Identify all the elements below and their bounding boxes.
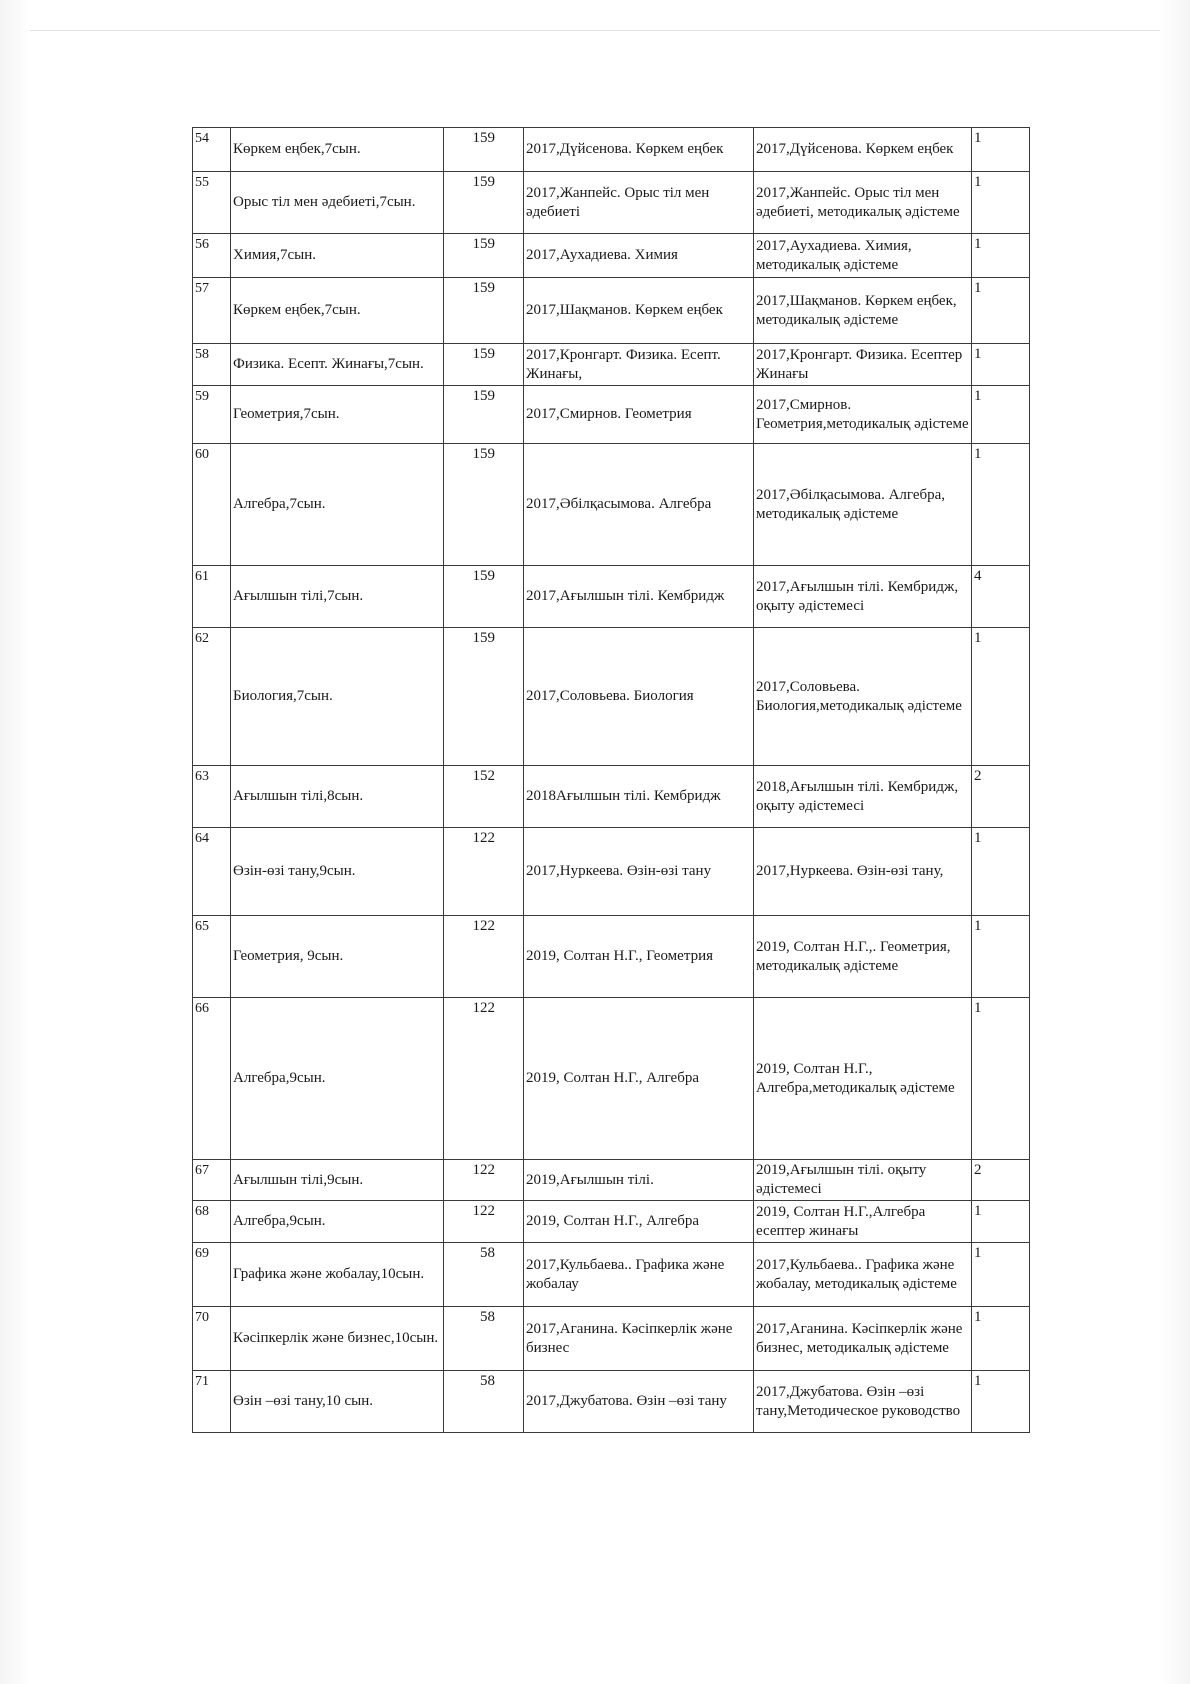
student-count-cell: 159 (444, 444, 524, 566)
table-row (193, 172, 1030, 234)
student-count-cell: 159 (444, 234, 524, 278)
quantity-cell: 1 (972, 278, 1030, 344)
textbook-edition-cell: 2017,Соловьева. Биология (524, 628, 754, 766)
table-row (193, 278, 1030, 344)
table-row (193, 1371, 1030, 1433)
subject-cell: Өзін –өзі тану,10 сын. (231, 1371, 444, 1433)
quantity-cell: 1 (972, 1243, 1030, 1307)
row-number: 71 (193, 1371, 231, 1433)
textbook-edition-cell: 2019, Солтан Н.Г., Алгебра (524, 998, 754, 1160)
textbook-edition-cell: 2017,Нуркеева. Өзін-өзі тану (524, 828, 754, 916)
subject-cell: Орыс тіл мен әдебиеті,7сын. (231, 172, 444, 234)
row-number: 61 (193, 566, 231, 628)
row-number: 59 (193, 386, 231, 444)
student-count-cell: 159 (444, 386, 524, 444)
row-number: 67 (193, 1160, 231, 1201)
subject-cell: Биология,7сын. (231, 628, 444, 766)
student-count-cell: 159 (444, 628, 524, 766)
table-row (193, 128, 1030, 172)
scan-edge-line (30, 30, 1160, 31)
student-count-cell: 122 (444, 1160, 524, 1201)
textbook-edition-cell: 2017,Кронгарт. Физика. Есепт. Жинағы, (524, 344, 754, 386)
table-row (193, 344, 1030, 386)
student-count-cell: 159 (444, 128, 524, 172)
quantity-cell: 1 (972, 1307, 1030, 1371)
student-count-cell: 122 (444, 828, 524, 916)
methodology-cell: 2017,Дүйсенова. Көркем еңбек (754, 128, 972, 172)
subject-cell: Геометрия,7сын. (231, 386, 444, 444)
row-number: 56 (193, 234, 231, 278)
methodology-cell: 2017,Кронгарт. Физика. Есептер Жинағы (754, 344, 972, 386)
row-number: 55 (193, 172, 231, 234)
textbook-edition-cell: 2018Ағылшын тілі. Кембридж (524, 766, 754, 828)
table-row (193, 1243, 1030, 1307)
row-number: 63 (193, 766, 231, 828)
quantity-cell: 2 (972, 1160, 1030, 1201)
subject-cell: Көркем еңбек,7сын. (231, 278, 444, 344)
quantity-cell: 1 (972, 628, 1030, 766)
textbook-edition-cell: 2017,Смирнов. Геометрия (524, 386, 754, 444)
methodology-cell: 2017,Смирнов. Геометрия,методикалық әдістеме (754, 386, 972, 444)
textbook-edition-cell: 2017,Аганина. Кәсіпкерлік және бизнес (524, 1307, 754, 1371)
student-count-cell: 122 (444, 916, 524, 998)
subject-cell: Алгебра,9сын. (231, 1201, 444, 1243)
table-row (193, 386, 1030, 444)
subject-cell: Алгебра,7сын. (231, 444, 444, 566)
table-row (193, 1201, 1030, 1243)
quantity-cell: 1 (972, 234, 1030, 278)
methodology-cell: 2019, Солтан Н.Г., Алгебра,методикалық әдістеме (754, 998, 972, 1160)
methodology-cell: 2019, Солтан Н.Г.,. Геометрия, методикалық әдістеме (754, 916, 972, 998)
methodology-cell: 2019,Ағылшын тілі. оқыту әдістемесі (754, 1160, 972, 1201)
subject-cell: Химия,7сын. (231, 234, 444, 278)
methodology-cell: 2017,Джубатова. Өзін –өзі тану,Методическое руководство (754, 1371, 972, 1433)
student-count-cell: 152 (444, 766, 524, 828)
subject-cell: Графика және жобалау,10сын. (231, 1243, 444, 1307)
subject-cell: Ағылшын тілі,8сын. (231, 766, 444, 828)
table-row (193, 444, 1030, 566)
table-row (193, 998, 1030, 1160)
methodology-cell: 2018,Ағылшын тілі. Кембридж, оқыту әдістемесі (754, 766, 972, 828)
row-number: 64 (193, 828, 231, 916)
textbook-edition-cell: 2017,Әбілқасымова. Алгебра (524, 444, 754, 566)
row-number: 66 (193, 998, 231, 1160)
textbook-edition-cell: 2019, Солтан Н.Г., Геометрия (524, 916, 754, 998)
textbook-edition-cell: 2019, Солтан Н.Г., Алгебра (524, 1201, 754, 1243)
textbook-edition-cell: 2017,Джубатова. Өзін –өзі тану (524, 1371, 754, 1433)
row-number: 65 (193, 916, 231, 998)
quantity-cell: 4 (972, 566, 1030, 628)
quantity-cell: 1 (972, 386, 1030, 444)
table-row (193, 828, 1030, 916)
quantity-cell: 1 (972, 916, 1030, 998)
table-body (193, 128, 1030, 1433)
row-number: 60 (193, 444, 231, 566)
methodology-cell: 2017,Соловьева. Биология,методикалық әдістеме (754, 628, 972, 766)
quantity-cell: 1 (972, 128, 1030, 172)
methodology-cell: 2017,Нуркеева. Өзін-өзі тану, (754, 828, 972, 916)
subject-cell: Физика. Есепт. Жинағы,7сын. (231, 344, 444, 386)
textbook-edition-cell: 2017,Шақманов. Көркем еңбек (524, 278, 754, 344)
methodology-cell: 2017,Аганина. Кәсіпкерлік және бизнес, методикалық әдістеме (754, 1307, 972, 1371)
textbook-table (192, 127, 1030, 1433)
subject-cell: Алгебра,9сын. (231, 998, 444, 1160)
textbook-edition-cell: 2017,Ағылшын тілі. Кембридж (524, 566, 754, 628)
table-row (193, 234, 1030, 278)
quantity-cell: 1 (972, 172, 1030, 234)
methodology-cell: 2017,Шақманов. Көркем еңбек, методикалық әдістеме (754, 278, 972, 344)
row-number: 70 (193, 1307, 231, 1371)
quantity-cell: 1 (972, 1201, 1030, 1243)
quantity-cell: 1 (972, 828, 1030, 916)
methodology-cell: 2017,Ағылшын тілі. Кембридж, оқыту әдістемесі (754, 566, 972, 628)
table-row (193, 628, 1030, 766)
table-row (193, 766, 1030, 828)
student-count-cell: 58 (444, 1307, 524, 1371)
row-number: 69 (193, 1243, 231, 1307)
methodology-cell: 2017,Кульбаева.. Графика және жобалау, методикалық әдістеме (754, 1243, 972, 1307)
row-number: 68 (193, 1201, 231, 1243)
textbook-edition-cell: 2019,Ағылшын тілі. (524, 1160, 754, 1201)
methodology-cell: 2017,Әбілқасымова. Алгебра, методикалық әдістеме (754, 444, 972, 566)
subject-cell: Ағылшын тілі,7сын. (231, 566, 444, 628)
quantity-cell: 1 (972, 444, 1030, 566)
quantity-cell: 1 (972, 344, 1030, 386)
table-row (193, 1307, 1030, 1371)
row-number: 58 (193, 344, 231, 386)
subject-cell: Геометрия, 9сын. (231, 916, 444, 998)
textbook-edition-cell: 2017,Кульбаева.. Графика және жобалау (524, 1243, 754, 1307)
methodology-cell: 2017,Жанпейс. Орыс тіл мен әдебиеті, методикалық әдістеме (754, 172, 972, 234)
student-count-cell: 159 (444, 344, 524, 386)
textbook-edition-cell: 2017,Аухадиева. Химия (524, 234, 754, 278)
quantity-cell: 1 (972, 1371, 1030, 1433)
table-row (193, 1160, 1030, 1201)
subject-cell: Ағылшын тілі,9сын. (231, 1160, 444, 1201)
table-row (193, 566, 1030, 628)
student-count-cell: 159 (444, 172, 524, 234)
row-number: 57 (193, 278, 231, 344)
student-count-cell: 159 (444, 566, 524, 628)
student-count-cell: 122 (444, 998, 524, 1160)
row-number: 62 (193, 628, 231, 766)
table-row (193, 916, 1030, 998)
student-count-cell: 159 (444, 278, 524, 344)
quantity-cell: 1 (972, 998, 1030, 1160)
quantity-cell: 2 (972, 766, 1030, 828)
subject-cell: Кәсіпкерлік және бизнес,10сын. (231, 1307, 444, 1371)
student-count-cell: 58 (444, 1243, 524, 1307)
textbook-edition-cell: 2017,Дүйсенова. Көркем еңбек (524, 128, 754, 172)
methodology-cell: 2017,Аухадиева. Химия, методикалық әдістеме (754, 234, 972, 278)
subject-cell: Көркем еңбек,7сын. (231, 128, 444, 172)
student-count-cell: 58 (444, 1371, 524, 1433)
student-count-cell: 122 (444, 1201, 524, 1243)
textbook-edition-cell: 2017,Жанпейс. Орыс тіл мен әдебиеті (524, 172, 754, 234)
methodology-cell: 2019, Солтан Н.Г.,Алгебра есептер жинағы (754, 1201, 972, 1243)
subject-cell: Өзін-өзі тану,9сын. (231, 828, 444, 916)
row-number: 54 (193, 128, 231, 172)
